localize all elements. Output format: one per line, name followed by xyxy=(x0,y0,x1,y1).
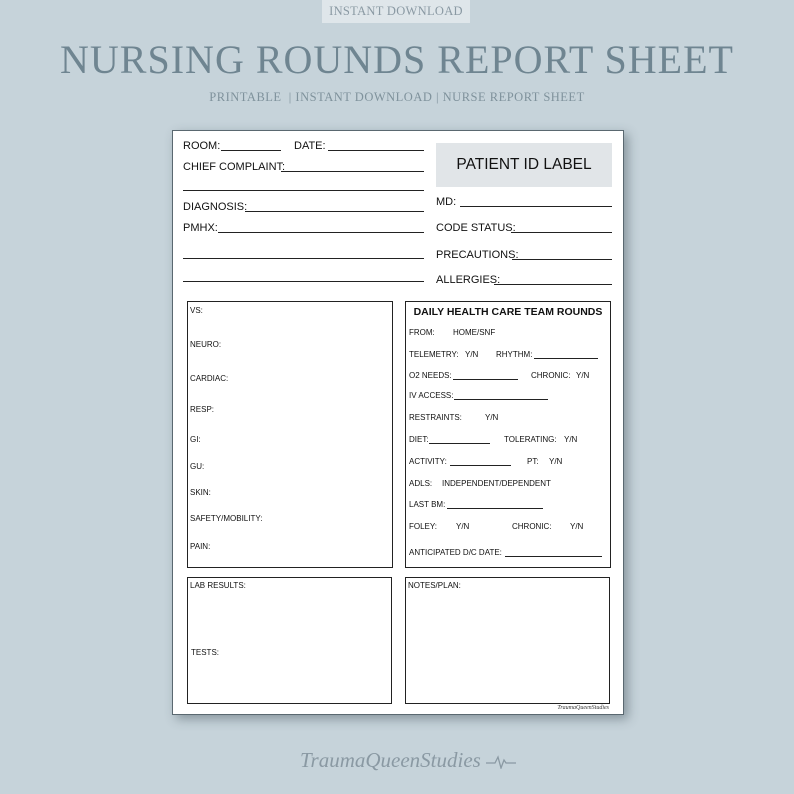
skin-label: SKIN: xyxy=(190,488,211,497)
md-label: MD: xyxy=(436,196,457,208)
pmhx-field[interactable] xyxy=(218,232,424,233)
from-value: HOME/SNF xyxy=(453,328,496,337)
precautions-label: PRECAUTIONS: xyxy=(436,249,519,261)
chief-complaint-field[interactable] xyxy=(281,171,424,172)
o2-needs-field[interactable] xyxy=(453,379,518,380)
chronic2-yn[interactable]: Y/N xyxy=(570,522,584,531)
sheet-signature: TraumaQueenStudies xyxy=(557,705,609,711)
anticipated-dc-field[interactable] xyxy=(505,556,602,557)
rounds-title: DAILY HEALTH CARE TEAM ROUNDS xyxy=(413,306,603,318)
page-title: NURSING ROUNDS REPORT SHEET xyxy=(60,37,734,82)
rhythm-label: RHYTHM: xyxy=(496,350,533,359)
safety-mobility-label: SAFETY/MOBILITY: xyxy=(190,514,263,523)
chronic2-label: CHRONIC: xyxy=(512,522,552,531)
resp-label: RESP: xyxy=(190,405,215,414)
chief-complaint-field-2[interactable] xyxy=(183,190,424,191)
code-status-field[interactable] xyxy=(511,232,612,233)
md-field[interactable] xyxy=(460,206,612,207)
room-label: ROOM: xyxy=(183,140,221,152)
pmhx-field-2[interactable] xyxy=(183,258,424,259)
cardiac-label: CARDIAC: xyxy=(190,374,229,383)
tolerating-label: TOLERATING: xyxy=(504,435,557,444)
foley-yn[interactable]: Y/N xyxy=(456,522,470,531)
chief-complaint-label: CHIEF COMPLAINT: xyxy=(183,161,286,173)
systems-box[interactable] xyxy=(187,301,393,568)
iv-access-label: IV ACCESS: xyxy=(409,391,454,400)
telemetry-yn[interactable]: Y/N xyxy=(465,350,479,359)
notes-plan-box[interactable] xyxy=(405,577,610,704)
chronic-label: CHRONIC: xyxy=(531,371,571,380)
rounds-box xyxy=(405,301,611,568)
brand-logo xyxy=(300,748,516,773)
pmhx-field-3[interactable] xyxy=(183,281,424,282)
code-status-label: CODE STATUS: xyxy=(436,222,516,234)
pt-yn[interactable]: Y/N xyxy=(549,457,563,466)
last-bm-field[interactable] xyxy=(447,508,543,509)
activity-label: ACTIVITY: xyxy=(409,457,447,466)
allergies-label: ALLERGIES: xyxy=(436,274,501,286)
o2-needs-label: O2 NEEDS: xyxy=(409,371,452,380)
precautions-field[interactable] xyxy=(512,259,612,260)
date-field[interactable] xyxy=(328,150,424,151)
vs-label: VS: xyxy=(190,306,203,315)
telemetry-label: TELEMETRY: xyxy=(409,350,459,359)
patient-id-label: PATIENT ID LABEL xyxy=(436,143,612,187)
page-subtitle: PRINTABLE | INSTANT DOWNLOAD | NURSE REPORT SHEET xyxy=(209,90,585,104)
gu-label: GU: xyxy=(190,462,205,471)
from-label: FROM: xyxy=(409,328,435,337)
anticipated-dc-label: ANTICIPATED D/C DATE: xyxy=(409,548,502,557)
tolerating-yn[interactable]: Y/N xyxy=(564,435,578,444)
tests-label: TESTS: xyxy=(191,648,220,657)
pt-label: PT: xyxy=(527,457,539,466)
lab-results-label: LAB RESULTS: xyxy=(190,581,246,590)
activity-field[interactable] xyxy=(450,465,511,466)
heartbeat-icon xyxy=(486,755,516,769)
adls-label: ADLS: xyxy=(409,479,433,488)
restraints-yn[interactable]: Y/N xyxy=(485,413,499,422)
notes-plan-label: NOTES/PLAN: xyxy=(408,581,461,590)
foley-label: FOLEY: xyxy=(409,522,438,531)
gi-label: GI: xyxy=(190,435,201,444)
diet-label: DIET: xyxy=(409,435,429,444)
diagnosis-field[interactable] xyxy=(245,211,424,212)
brand-name: TraumaQueenStudies xyxy=(300,748,481,772)
report-sheet xyxy=(172,130,624,715)
allergies-field[interactable] xyxy=(494,284,612,285)
pain-label: PAIN: xyxy=(190,542,211,551)
last-bm-label: LAST BM: xyxy=(409,500,446,509)
date-label: DATE: xyxy=(294,140,326,152)
adls-value[interactable]: INDEPENDENT/DEPENDENT xyxy=(442,479,551,488)
chronic-yn[interactable]: Y/N xyxy=(576,371,590,380)
instant-download-badge: INSTANT DOWNLOAD xyxy=(322,0,470,23)
lab-results-box[interactable] xyxy=(187,577,392,704)
restraints-label: RESTRAINTS: xyxy=(409,413,462,422)
pmhx-label: PMHX: xyxy=(183,222,218,234)
diet-field[interactable] xyxy=(429,443,490,444)
room-field[interactable] xyxy=(221,150,281,151)
iv-access-field[interactable] xyxy=(454,399,548,400)
diagnosis-label: DIAGNOSIS: xyxy=(183,201,248,213)
neuro-label: NEURO: xyxy=(190,340,222,349)
rhythm-field[interactable] xyxy=(534,358,598,359)
